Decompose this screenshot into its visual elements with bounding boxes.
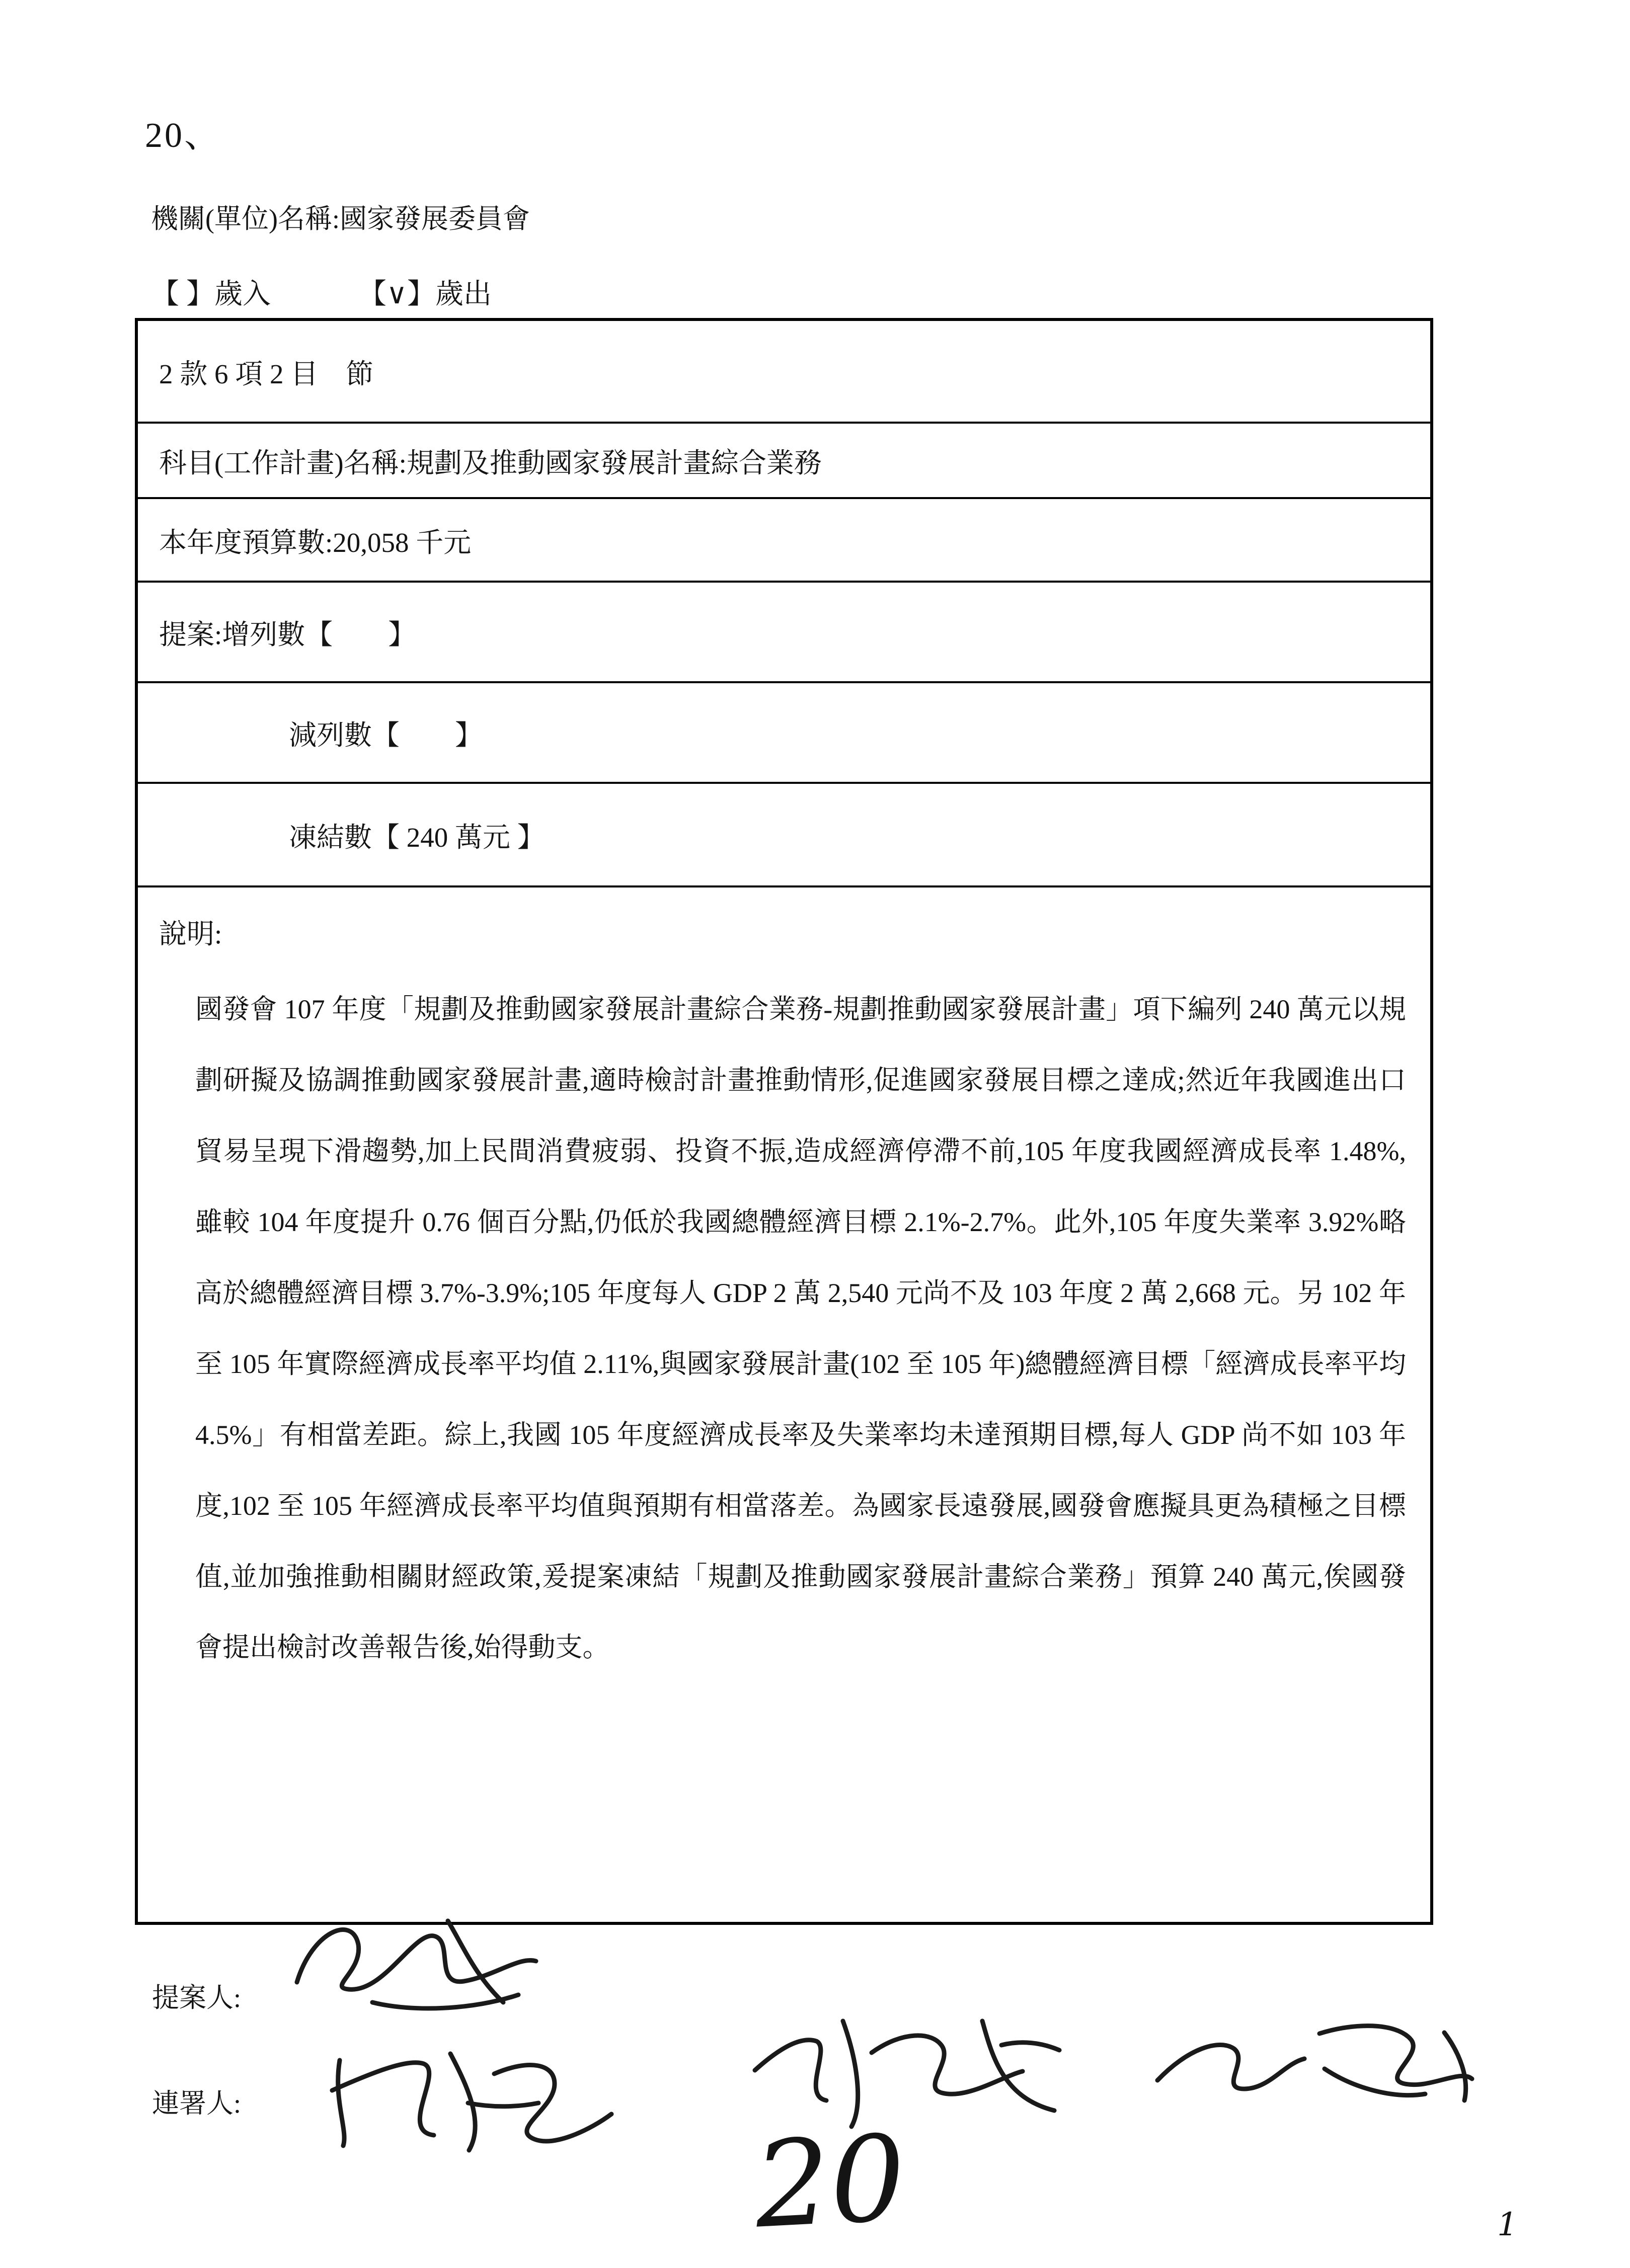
- budget-type-row: [151, 272, 492, 312]
- description-text: 國發會 107 年度「規劃及推動國家發展計畫綜合業務-規劃推動國家發展計畫」項下編列 240 萬元以規劃研擬及協調推動國家發展計畫,適時檢討計畫推動情形,促進國家發展目標之達成;然近年我國進出口貿易呈現下滑趨勢,加上民間消費疲弱、投資不振,造成經濟停滯不前,105 年度我國經濟成長率 1.48%,雖較 104 年度提升 0.76 個百分點,仍低於我國總體經濟目標 2.1%-2.7%。此外,105 年度失業率 3.92%略高於總體經濟目標 3.7%-3.9%;105 年度每人 GDP 2 萬 2,540 元尚不及 103 年度 2 萬 2,668 元。另 102 年至 105 年實際經濟成長率平均值 2.11%,與國家發展計畫(102 至 105 年)總體經濟目標「經濟成長率平均 4.5%」有相當差距。綜上,我國 105 年度經濟成長率及失業率均未達預期目標,每人 GDP 尚不如 103 年度,102 至 105 年經濟成長率平均值與預期有相當落差。為國家長遠發展,國發會應擬具更為積極之目標值,並加強推動相關財經政策,爰提案凍結「規劃及推動國家發展計畫綜合業務」預算 240 萬元,俟國發會提出檢討改善報告後,始得動支。: [195, 994, 1406, 1663]
- revenue-checkbox: 【 】歲入: [151, 279, 271, 310]
- table-row-subject: 科目(工作計畫)名稱:規劃及推動國家發展計畫綜合業務: [138, 424, 1430, 499]
- corner-page-number: 1: [1497, 2206, 1518, 2243]
- expenditure-checkbox: 【∨】歲出: [358, 279, 492, 310]
- agency-name: 機關(單位)名稱:國家發展委員會: [151, 204, 530, 234]
- description-label: 說明:: [159, 919, 222, 949]
- handwritten-page-number: 20: [751, 2110, 909, 2255]
- doc-number: 20、: [145, 116, 221, 155]
- table-row-description: [138, 887, 1430, 1922]
- proposer-label: 提案人:: [152, 1983, 242, 2013]
- table-row-proposal-increase: 提案:增列數【 】: [138, 583, 1430, 683]
- signature-cosigner-3: [1142, 2002, 1495, 2118]
- table-row-proposal-decrease: 減列數【 】: [138, 683, 1430, 784]
- table-row-proposal-freeze: 凍結數【 240 萬元 】: [138, 784, 1430, 887]
- cosigner-label: 連署人:: [152, 2088, 242, 2119]
- table-row-current-budget: 本年度預算數:20,058 千元: [138, 499, 1430, 583]
- signature-cosigner-1: [317, 2028, 629, 2163]
- budget-table: [135, 318, 1433, 1925]
- signature-proposer: [282, 1897, 554, 2022]
- table-row-budget-line: 2 款 6 項 2 目 節: [138, 321, 1430, 424]
